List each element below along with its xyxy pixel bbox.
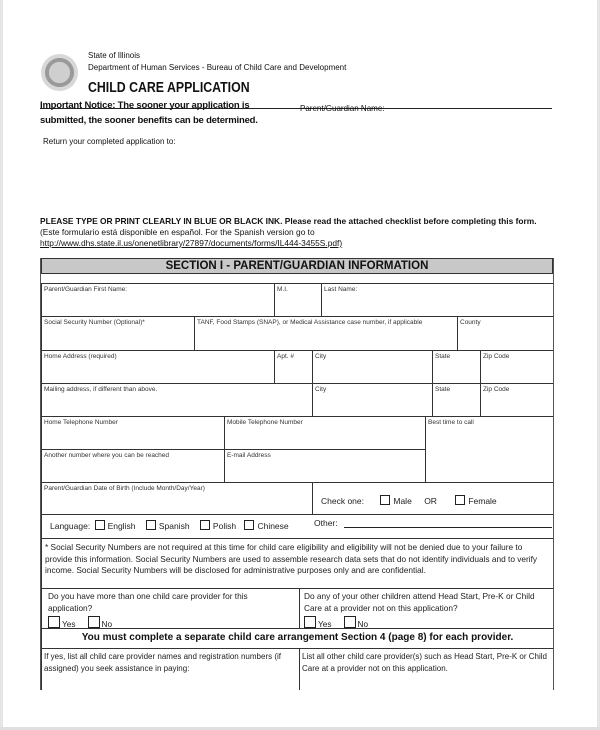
- check-one-label: Check one:: [321, 496, 364, 506]
- female-label: Female: [468, 496, 497, 506]
- first-name-field[interactable]: [41, 283, 274, 316]
- best-time-label: Best time to call: [428, 419, 474, 426]
- multiple-providers-question: [41, 588, 299, 628]
- state-label: State: [435, 386, 451, 393]
- notice-line2: submitted, the sooner benefits can be determined.: [40, 115, 258, 126]
- instructions-form: form.: [515, 216, 537, 226]
- mi-label: M.I.: [277, 286, 288, 293]
- mi-field[interactable]: [274, 283, 321, 316]
- section1-table: [40, 258, 554, 690]
- other-language-input[interactable]: [344, 527, 552, 528]
- ink-instructions: PLEASE TYPE OR PRINT CLEARLY IN BLUE OR BLACK INK. Please read the attached checklist before completing this: [40, 216, 514, 226]
- separate-arrangement-notice: You must complete a separate child care arrangement Section 4 (page 8) for each provider.: [41, 628, 553, 648]
- mailing-label: Mailing address, if different than above.: [44, 386, 158, 393]
- city-label: City: [315, 386, 327, 393]
- home-state-field[interactable]: [432, 350, 480, 383]
- female-checkbox[interactable]: [455, 495, 465, 505]
- q1-text: Do you have more than one child care provider for this application?: [48, 591, 248, 613]
- first-name-label: Parent/Guardian First Name:: [44, 286, 128, 293]
- mailing-city-field[interactable]: [312, 383, 432, 416]
- apt-label: Apt. #: [277, 353, 294, 360]
- ssn-field[interactable]: [41, 316, 194, 350]
- language-row: [41, 514, 553, 538]
- q1-yes-checkbox[interactable]: [48, 616, 60, 628]
- other-children-question: [299, 588, 553, 628]
- department-name: Department of Human Services - Bureau of Child Care and Development: [88, 63, 347, 72]
- male-checkbox[interactable]: [380, 495, 390, 505]
- return-label: Return your completed application to:: [43, 137, 176, 146]
- or-label: OR: [424, 496, 437, 506]
- other-language-label: Other:: [314, 518, 338, 528]
- mailing-address-field[interactable]: [41, 383, 312, 416]
- no-label: No: [357, 619, 369, 629]
- notice-line1: Important Notice: The sooner your application is: [40, 100, 250, 111]
- ssn-label: Social Security Number (Optional)*: [44, 319, 145, 326]
- polish-label: Polish: [212, 521, 237, 531]
- polish-checkbox[interactable]: [200, 520, 210, 530]
- zip-label: Zip Code: [483, 353, 510, 360]
- page-title: CHILD CARE APPLICATION: [88, 80, 250, 96]
- male-label: Male: [393, 496, 412, 506]
- q2-no-checkbox[interactable]: [344, 616, 356, 628]
- spanish-version-link[interactable]: http://www.dhs.state.il.us/onenetlibrary/27897/documents/forms/IL444-3455S.pdf): [40, 238, 343, 248]
- parent-name-label: Parent/Guardian Name:: [300, 104, 385, 113]
- no-label: No: [101, 619, 113, 629]
- mobile-phone-label: Mobile Telephone Number: [227, 419, 303, 426]
- tanf-field[interactable]: [194, 316, 457, 350]
- other-number-label: Another number where you can be reached: [44, 452, 170, 459]
- provider-list-field[interactable]: [41, 648, 299, 690]
- last-name-field[interactable]: [321, 283, 553, 316]
- home-address-label: Home Address (required): [44, 353, 117, 360]
- mailing-state-field[interactable]: [432, 383, 480, 416]
- q2-text: Do any of your other children attend Head Start, Pre-K or Child Care at a provider not on this application?: [304, 591, 535, 613]
- spanish-text: (Este formulario está disponible en español. For the Spanish version go to: [40, 227, 315, 237]
- mobile-phone-field[interactable]: [224, 416, 425, 449]
- county-field[interactable]: [457, 316, 553, 350]
- other-provider-list-field[interactable]: [299, 648, 553, 690]
- yes-label: Yes: [62, 619, 76, 629]
- yes-label: Yes: [318, 619, 332, 629]
- city-label: City: [315, 353, 327, 360]
- last-name-label: Last Name:: [324, 286, 358, 293]
- spanish-label: Spanish: [158, 521, 190, 531]
- q1-no-checkbox[interactable]: [88, 616, 100, 628]
- chinese-checkbox[interactable]: [244, 520, 254, 530]
- provider-list-label: If yes, list all child care provider names and registration numbers (if assigned) you seek assistance in paying:: [44, 652, 281, 673]
- state-label: State: [435, 353, 451, 360]
- language-label: Language:: [50, 521, 91, 531]
- dob-label: Parent/Guardian Date of Birth (Include Month/Day/Year): [44, 485, 205, 492]
- other-number-field[interactable]: [41, 449, 224, 482]
- section-heading: SECTION I - PARENT/GUARDIAN INFORMATION: [41, 258, 553, 274]
- home-zip-field[interactable]: [480, 350, 553, 383]
- english-checkbox[interactable]: [95, 520, 105, 530]
- other-provider-list-label: List all other child care provider(s) such as Head Start, Pre-K or Child Care at a provider not on this application.: [302, 652, 547, 673]
- mailing-zip-field[interactable]: [480, 383, 553, 416]
- county-label: County: [460, 319, 481, 326]
- ssn-note: * Social Security Numbers are not required at this time for child care eligibility and eligibility will not be denied due to your failure to provide this information. Social Security Numbers are used to assemble research data sets that do not identify individuals and to verify income. Social Security Numbers will be disclosed for administrative purposes only and are confidential.: [41, 538, 553, 588]
- best-time-field[interactable]: [425, 416, 553, 482]
- gender-cell: [312, 482, 553, 514]
- email-field[interactable]: [224, 449, 425, 482]
- instructions-block: [40, 216, 555, 249]
- dob-field[interactable]: [41, 482, 312, 514]
- tanf-label: TANF, Food Stamps (SNAP), or Medical Assistance case number, if applicable: [197, 319, 423, 326]
- chinese-label: Chinese: [257, 521, 289, 531]
- english-label: English: [107, 521, 136, 531]
- home-city-field[interactable]: [312, 350, 432, 383]
- state-seal-logo: [41, 54, 78, 91]
- zip-label: Zip Code: [483, 386, 510, 393]
- page-edge-left: [0, 0, 3, 730]
- state-name: State of Illinois: [88, 51, 141, 60]
- home-phone-label: Home Telephone Number: [44, 419, 118, 426]
- apt-field[interactable]: [274, 350, 312, 383]
- home-address-field[interactable]: [41, 350, 274, 383]
- email-label: E-mail Address: [227, 452, 271, 459]
- spanish-checkbox[interactable]: [146, 520, 156, 530]
- home-phone-field[interactable]: [41, 416, 224, 449]
- q2-yes-checkbox[interactable]: [304, 616, 316, 628]
